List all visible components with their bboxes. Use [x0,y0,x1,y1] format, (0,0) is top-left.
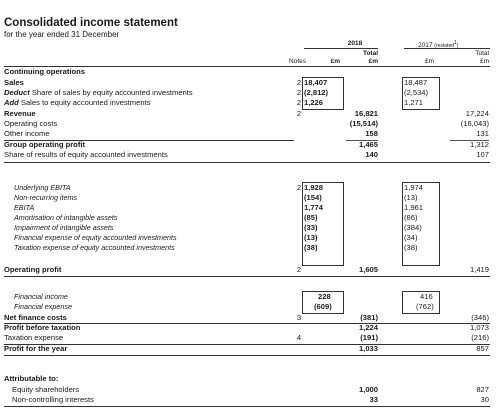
row-profit-for-year: Profit for the year 1,033 857 [4,344,489,353]
header-rule-prior [404,48,490,49]
row-net-finance-costs: Net finance costs 3 (381) (346) [4,313,489,322]
row-attributable-to: Attributable to: [4,374,59,383]
row-non-controlling: Non-controlling interests 33 30 [12,395,489,404]
row-operating-costs: Operating costs (15,514) (16,043) [4,119,489,128]
row-financial-income: Financial income 228 416 [14,292,433,301]
row-revenue: Revenue 2 16,821 17,224 [4,109,489,118]
row-share-of-results: Share of results of equity accounted investments 140 107 [4,150,489,159]
unit-header-c3: £m [424,58,434,65]
rule-section-3 [4,355,490,356]
rule-bottom [4,406,490,407]
row-sales: Sales 2 18,407 18,487 [4,78,428,87]
row-other-income: Other income 158 131 [4,129,489,138]
row-taxation-expense: Taxation expense 4 (191) (216) [4,333,489,342]
row-deduct-share: Deduct Share of sales by equity accounted investments 2 (2,812) (2,534) [4,88,429,97]
row-underlying-ebita: Underlying EBITA 2 1,928 1,974 [14,183,424,192]
rule-section-1 [4,162,490,163]
unit-header-c2: £m [368,58,378,65]
total-header-current: Total [362,50,378,57]
rule-section-2 [4,276,490,277]
statement-title: Consolidated income statement [4,17,178,29]
row-non-recurring: Non-recurring items (154) (13) [14,193,418,202]
year-prior-header: 2017 (restated$^1$) [418,40,459,50]
notes-header: Notes [289,58,306,65]
row-profit-before-tax: Profit before taxation 1,224 1,073 [4,323,489,332]
total-header-prior: Total [475,50,489,57]
row-equity-shareholders: Equity shareholders 1,000 827 [12,385,489,394]
statement-subtitle: for the year ended 31 December [4,30,120,39]
row-ebita: EBITA 1,774 1,961 [14,203,424,212]
row-financial-expense: Financial expense (609) (762) [14,302,434,311]
header-rule-current [304,48,378,49]
row-operating-profit: Operating profit 2 1,605 1,419 [4,265,489,274]
unit-header-c4: £m [479,58,489,65]
row-impairment: Impairment of intangible assets (33) (384) [14,223,422,232]
row-financial-expense-eai: Financial expense of equity accounted investments (13) (34) [14,233,418,242]
unit-header-c1: £m [330,58,340,65]
row-taxation-expense-eai: Taxation expense of equity accounted investments (38) (38) [14,243,418,252]
row-add-sales: Add Sales to equity accounted investments 2 1,226 1,271 [4,98,424,107]
year-current-header: 2018 [347,40,363,47]
row-continuing-operations: Continuing operations [4,67,85,76]
row-amortisation: Amortisation of intangible assets (85) (86) [14,213,418,222]
row-group-operating-profit: Group operating profit 1,465 1,312 [4,140,489,149]
